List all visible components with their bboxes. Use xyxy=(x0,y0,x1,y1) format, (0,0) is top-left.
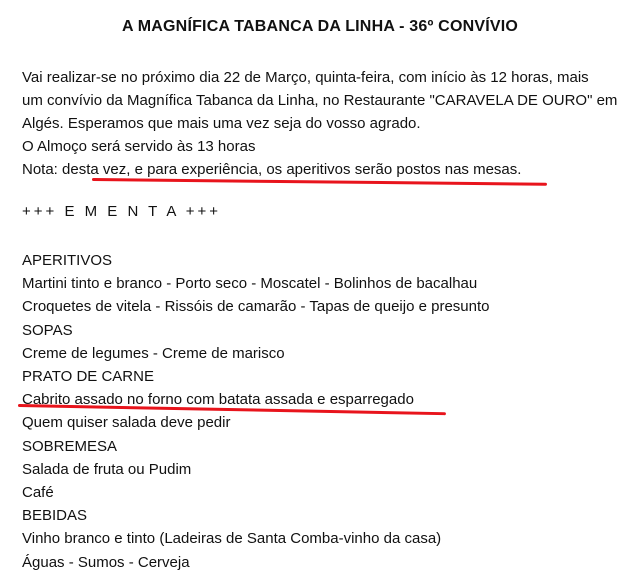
ementa-heading: +++ E M E N T A +++ xyxy=(22,203,222,220)
intro-paragraph xyxy=(22,66,634,181)
menu-item: Martini tinto e branco - Porto seco - Moscatel - Bolinhos de bacalhau xyxy=(22,275,478,293)
menu-item: Cabrito assado no forno com batata assada e esparregado xyxy=(22,391,414,409)
menu-section-prato-de-carne: PRATO DE CARNE xyxy=(22,368,154,386)
menu-item: Café xyxy=(22,484,54,502)
menu-item: Quem quiser salada deve pedir xyxy=(22,414,231,432)
nota-text: desta vez, e para experiência, os aperitivos serão postos nas mesas. xyxy=(62,161,522,178)
document-title: A MAGNÍFICA TABANCA DA LINHA - 36º CONVÍVIO xyxy=(121,18,519,35)
intro-line: Algés. Esperamos que mais uma vez seja do vosso agrado. xyxy=(22,115,421,132)
menu-item: Croquetes de vitela - Rissóis de camarão - Tapas de queijo e presunto xyxy=(22,298,490,316)
menu-item: Salada de fruta ou Pudim xyxy=(22,460,192,478)
menu-item: Creme de legumes - Creme de marisco xyxy=(22,344,285,362)
nota-label: Nota: xyxy=(22,161,63,178)
intro-line: O Almoço será servido às 13 horas xyxy=(22,138,256,155)
menu-section-aperitivos: APERITIVOS xyxy=(22,252,113,269)
menu-section-sobremesa: SOBREMESA xyxy=(22,437,118,455)
menu-section-bebidas: BEBIDAS xyxy=(22,507,88,525)
intro-line: Vai realizar-se no próximo dia 22 de Março, quinta-feira, com início às 12 horas, mais xyxy=(22,69,589,86)
menu-item: Águas - Sumos - Cerveja xyxy=(22,553,190,571)
menu-section-sopas: SOPAS xyxy=(22,321,73,339)
menu-item: Vinho branco e tinto (Ladeiras de Santa Comba-vinho da casa) xyxy=(22,530,442,548)
intro-line: um convívio da Magnífica Tabanca da Linha, no Restaurante "CARAVELA DE OURO" em xyxy=(22,92,618,109)
